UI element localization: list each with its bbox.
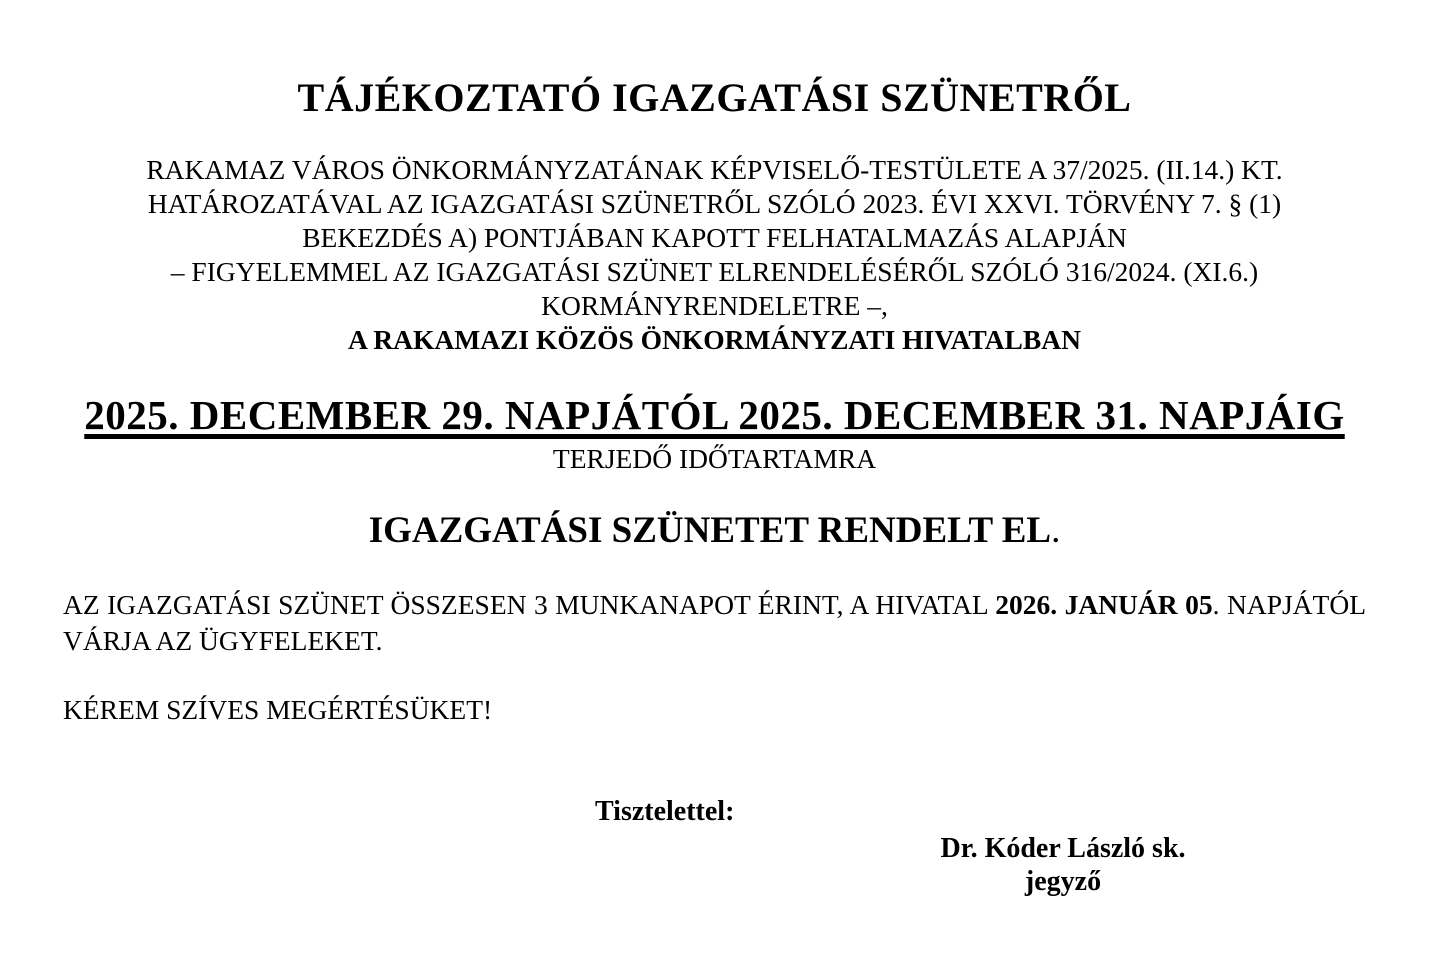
intro-line-1: RAKAMAZ VÁROS ÖNKORMÁNYZATÁNAK KÉPVISELŐ-TESTÜLETE A 37/2025. (II.14.) KT. — [146, 154, 1283, 185]
signature-role: jegyző — [1024, 865, 1102, 897]
intro-line-3: BEKEZDÉS A) PONTJÁBAN KAPOTT FELHATALMAZÁS ALAPJÁN — [302, 222, 1127, 253]
closure-period-dates: 2025. DECEMBER 29. NAPJÁTÓL 2025. DECEMBER 31. NAPJÁIG — [84, 392, 1345, 438]
intro-paragraph — [63, 153, 1366, 357]
closing-request: KÉREM SZÍVES MEGÉRTÉSÜKET! — [63, 693, 493, 725]
intro-line-2: HATÁROZATÁVAL AZ IGAZGATÁSI SZÜNETRŐL SZÓLÓ 2023. ÉVI XXVI. TÖRVÉNY 7. § (1) — [147, 188, 1282, 219]
decree-heading — [63, 510, 1366, 553]
closure-period-subline: TERJEDŐ IDŐTARTAMRA — [552, 443, 877, 475]
details-paragraph — [63, 587, 1366, 659]
decree-text: IGAZGATÁSI SZÜNETET RENDELT EL — [368, 510, 1052, 552]
details-text-after: . NAPJÁTÓL VÁRJA AZ ÜGYFELEKET. — [63, 588, 1367, 656]
intro-line-5: KORMÁNYRENDELETRE –, — [541, 290, 888, 321]
signature-block — [803, 832, 1323, 898]
decree-period: . — [1051, 510, 1061, 552]
intro-office-line: A RAKAMAZI KÖZÖS ÖNKORMÁNYZATI HIVATALBAN — [348, 324, 1081, 355]
details-text-before: AZ IGAZGATÁSI SZÜNET ÖSSZESEN 3 MUNKANAPOT ÉRINT, A HIVATAL — [63, 588, 996, 620]
signature-name: Dr. Kóder László sk. — [940, 832, 1186, 864]
intro-line-4: – FIGYELEMMEL AZ IGAZGATÁSI SZÜNET ELRENDELÉSÉRŐL SZÓLÓ 316/2024. (XI.6.) — [170, 256, 1259, 287]
signature-salutation: Tisztelettel: — [595, 795, 735, 827]
closure-period-heading — [63, 393, 1366, 438]
document-title: TÁJÉKOZTATÓ IGAZGATÁSI SZÜNETRŐL — [297, 75, 1132, 120]
details-reopen-date: 2026. JANUÁR 05 — [995, 588, 1213, 620]
